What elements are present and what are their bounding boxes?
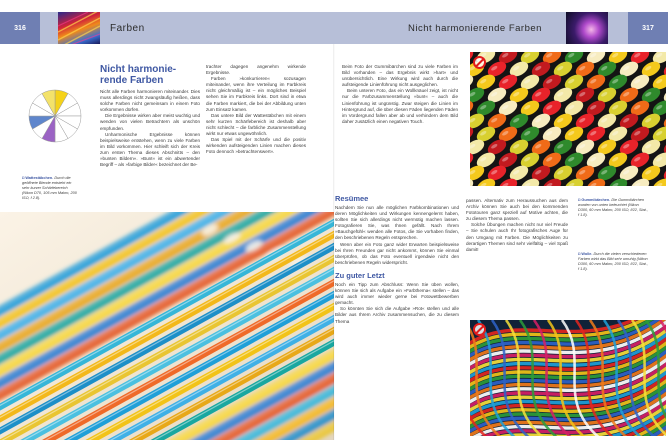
right-column-1: [342, 64, 458, 125]
right-column-2: [466, 198, 568, 253]
right-section-title: Nicht harmonierende Farben: [408, 22, 542, 34]
caption-marker-icon: ◘: [578, 252, 582, 256]
left-col1-para2: Die Ergebnisse wirken aber meist wuchtig und wenden von vielen Betrachtern als unschön empfunden.: [100, 113, 200, 131]
gummy-caption: [578, 198, 648, 218]
gummy-caption-text: Die Gummibärchen wurden von unten beleuchtet (Nikon D300, 60 mm Makro, 200 ISO, f/22, Stat., f 1.8).: [578, 198, 648, 217]
resumee-para1: Nachdem Sie nun alle möglichen Farbkombinationen und deren Möglichkeiten und Wirkungen kennengelernt haben, sollten Sie sich allerdings nicht wermütig machen lassen. Fotografieren Sie, was Ihnen gefällt. Nach Ihrem »Bauchgefühl« wenden alle Fotos, die Sie vorhaben finden, den beschriebenen Regeln entsprechen.: [335, 205, 459, 241]
caption-marker-icon: ◘: [578, 198, 582, 202]
left-image-caption: [22, 176, 78, 201]
gummy-bears-photo: [470, 52, 666, 186]
wool-photo: [470, 320, 666, 436]
no-sign-icon: [473, 56, 486, 69]
wool-illustration: [470, 320, 666, 436]
gummy-bears-illustration: [470, 52, 666, 186]
left-col2-para3: Das untere Bild der Wattestäbchen mit einem sehr kurzen Schärfebereich ist deshalb aber nicht schlecht – die farbliche Zusammenstellung wirkt nur etwas ungewöhnlich.: [206, 112, 306, 137]
resumee-heading: Resümee: [335, 194, 369, 203]
caption-text: Durch die geöffnete Blende entsteht ein sehr kurzer Schärfebereich (Nikon D70, 105 mm Makro, 200 ISO, f 2.8).: [22, 176, 77, 200]
right-header-thumbnail: [566, 12, 608, 44]
right-col1-para1: Beim Foto der Gummibärchen sind zu viele Farben im Bild vorhanden – das Ergebnis wirkt »hart« und unübersichtlich. Eine Wirkung wird auch durch die aufsteigende Linienführung nicht ausgeglichen.: [342, 64, 458, 88]
left-col2-para1: trachter dagegen angenehm wirkende Ergebnisse.: [206, 64, 306, 76]
right-column-1b: [335, 194, 459, 325]
left-col2-para2: Farben »konkurrieren« sozusagen miteinander, wenn ihre Verteilung im Farbkreis nicht gleichmäßig ist – ein mögliches Beispiel sehen Sie im Farbkreis links. Dort sind in etwa die Farben markiert, die bei der Abbildung unten zum Einsatz kamen.: [206, 76, 306, 112]
left-section-title: Farben: [110, 22, 145, 34]
left-heading-line2: rende Farben: [100, 75, 164, 86]
left-header-bar: [0, 12, 334, 44]
right-page-number: 317: [628, 12, 668, 44]
gummy-caption-title: Gummibärchen.: [581, 198, 611, 202]
caption-title: Wattestäbchen.: [25, 176, 54, 180]
zuletzt-para2: So könnten Sie sich die Aufgabe »Rot« stellen und alle Bilder aus Ihrem Archiv zusammensuchen, die zu diesem Thema: [335, 306, 459, 324]
resumee-para2: Wenn aber ein Foto ganz wider Erwarten beispielsweise bei Ihren Freunden gar nicht ankommt, können Sie einmal überprüfen, ob das Foto eventuell irgendwie nicht den beschriebenen Regeln widerspricht.: [335, 241, 459, 265]
left-col2-para4: Das Spiel mit der Schärfe und die positiv wirkenden aufsteigenden Linien machen dieses Foto dennoch »betrachtenswert«.: [206, 137, 306, 155]
cotton-swabs-photo: [0, 212, 334, 440]
left-col1-para3: Unharmonische Ergebnisse können beispielsweise entstehen, wenn zu viele Farben im Bild vorkommen. Hier schleift sich der Kreis zum ersten Thema dieses Abschnitts – den »bunten Bildern«. »Bunt« ist ein abwertender Begriff – als »farbige Bilder« bezeichnet der Be-: [100, 131, 200, 168]
cotton-swabs-illustration: [0, 212, 334, 440]
wool-caption-title: Wolle.: [581, 252, 593, 256]
left-col1-para1: Nicht alle Farben harmonieren miteinander. Dies muss allerdings nicht zwangsläufig heißen, dass solche Farben nicht gemeinsam in einem Foto vorkommen dürfen.: [100, 89, 200, 113]
right-col2-para2: Solche Übungen machen nicht nur viel Freude – Sie schulen auch Ihr fotografisches Auge für den Umgang mit Farben. Die Möglichkeiten zu derartigen Themen sind sehr vielfältig – viel Spaß damit!: [466, 222, 568, 252]
zuletzt-heading: Zu guter Letzt: [335, 270, 385, 280]
no-sign-icon: [473, 323, 486, 336]
wool-caption-text: Durch die vielen verschiedenen Farben wirkt das Bild sehr unruhig (Nikon D300, 60 mm Makro, 200 ISO, f/22, Stat., f 1.8).: [578, 252, 648, 271]
left-page-number: 316: [0, 12, 40, 44]
right-col2-para1: passen. Alternativ zum Heraussuchen aus dem Archiv können Sie auch bei den kommenden Fototouren ganz speziell auf Motive achten, die zu diesem Thema passen.: [466, 198, 568, 222]
left-column-2: [206, 64, 306, 155]
right-col1-para2: Beim unteren Foto, das ein Wollknäuel zeigt, ist nicht nur die Farbzusammenstellung »bunt« – auch die Linienführung ist ungünstig. Zwar steigen die Linien im Hintergrund auf, die über diesen Fäden liegenden Fäden im Vordergrund fallen aber ab und verhindern dem Bild daher zusätzlich einen negativen Touch.: [342, 88, 458, 124]
left-heading-line1: Nicht harmonie-: [100, 64, 177, 75]
caption-marker-icon: ◘: [22, 176, 26, 180]
thumbnail-pattern-icon: [58, 12, 100, 44]
zuletzt-para1: Noch ein Tipp zum Abschluss: Wenn Sie üben wollen, können Sie sich als Aufgabe ein »Farbthema« stellen – das wird auch immer wieder gerne bei Fotowettbewerben gemacht.: [335, 281, 459, 306]
color-wheel-icon: [27, 88, 83, 144]
wool-caption: [578, 252, 648, 272]
left-column-1: [100, 64, 200, 168]
left-header-thumbnail: [58, 12, 100, 44]
